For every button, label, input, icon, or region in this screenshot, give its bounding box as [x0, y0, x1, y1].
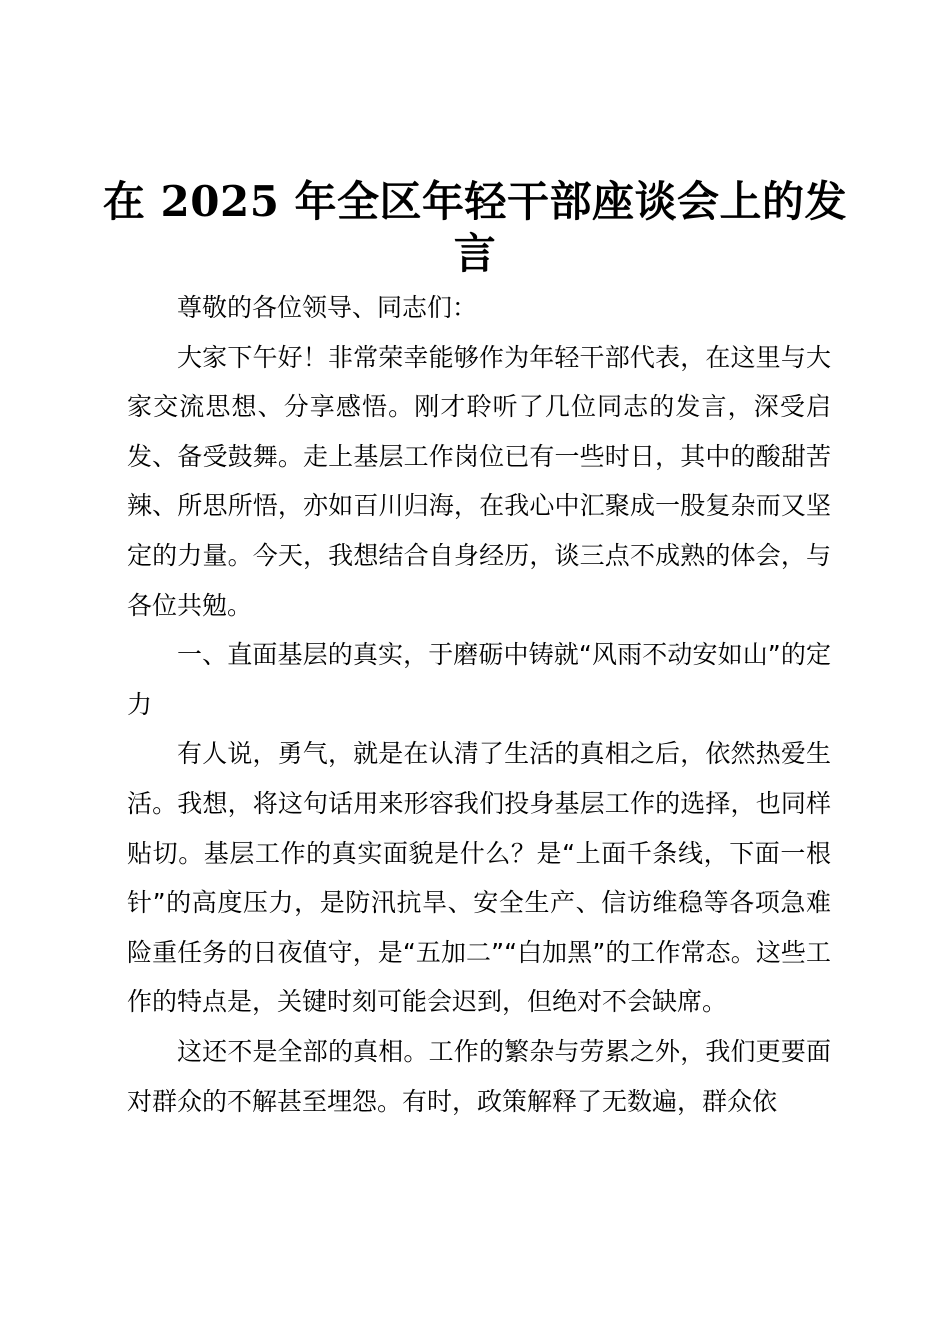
body-paragraph: 这还不是全部的真相。工作的繁杂与劳累之外，我们更要面对群众的不解甚至埋怨。有时，政策解释了无数遍，群众依: [127, 1036, 831, 1116]
body-paragraph: 有人说，勇气，就是在认清了生活的真相之后，依然热爱生活。我想，将这句话用来形容我们投身基层工作的选择，也同样贴切。基层工作的真实面貌是什么？是“上面千条线，下面一根针”的高度压力，是防汛抗旱、安全生产、信访维稳等各项急难险重任务的日夜值守，是“五加二”“白加黑”的工作常态。这些工作的特点是，关键时刻可能会迟到，但绝对不会缺席。: [127, 739, 831, 1017]
document-body: [127, 283, 831, 1126]
opening-paragraph: 大家下午好！非常荣幸能够作为年轻干部代表，在这里与大家交流思想、分享感悟。刚才聆听了几位同志的发言，深受启发、备受鼓舞。走上基层工作岗位已有一些时日，其中的酸甜苦辣、所思所悟，亦如百川归海，在我心中汇聚成一股复杂而又坚定的力量。今天，我想结合自身经历，谈三点不成熟的体会，与各位共勉。: [127, 342, 831, 620]
section-heading-1: 一、直面基层的真实，于磨砺中铸就“风雨不动安如山”的定力: [127, 640, 831, 719]
salutation: 尊敬的各位领导、同志们：: [177, 293, 478, 322]
document-title: 在 2025 年全区年轻干部座谈会上的发言: [102, 177, 848, 278]
